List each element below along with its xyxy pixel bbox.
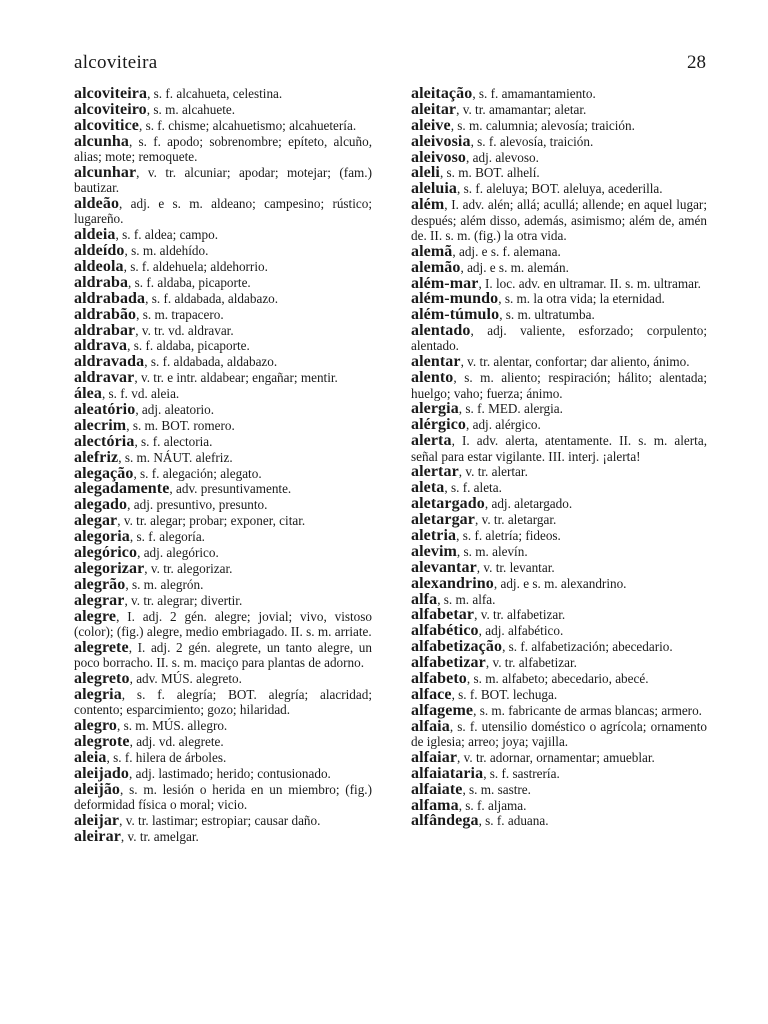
dictionary-entry bbox=[411, 750, 707, 765]
headword: alcunhar bbox=[74, 163, 137, 181]
definition: , I. loc. adv. en ultramar. II. s. m. ultramar. bbox=[478, 275, 701, 291]
dictionary-entry bbox=[74, 134, 372, 165]
definition: , adj. alegórico. bbox=[137, 545, 219, 561]
headword: aleluia bbox=[411, 180, 458, 198]
headword: aleta bbox=[411, 479, 445, 497]
definition: , s. f. aletría; fideos. bbox=[456, 527, 561, 543]
dictionary-entry bbox=[74, 750, 372, 765]
headword: alentado bbox=[411, 322, 471, 340]
dictionary-entry bbox=[411, 544, 707, 559]
left-column bbox=[74, 86, 372, 845]
definition: , I. adv. alén; allá; acullá; allende; en aquel lugar; después; além disso, además, asimismo; além de, amén de. II. s. m. (fig.) la otra vida. bbox=[411, 197, 707, 243]
definition: , adj. valiente, esforzado; corpulento; alentado. bbox=[411, 323, 707, 354]
headword: aldrabão bbox=[74, 305, 137, 323]
definition: , adj. e s. m. aldeano; campesino; rústico; lugareño. bbox=[74, 196, 372, 227]
headword: alegreto bbox=[74, 669, 130, 687]
definition: , adv. presuntivamente. bbox=[169, 481, 292, 497]
headword: alérgico bbox=[411, 416, 466, 434]
dictionary-entry bbox=[74, 196, 372, 227]
dictionary-entry bbox=[411, 291, 707, 306]
headword: alento bbox=[411, 369, 454, 387]
dictionary-entry bbox=[411, 560, 707, 575]
headword: alevim bbox=[411, 542, 457, 560]
definition: , adj. alfabético. bbox=[478, 623, 564, 639]
dictionary-entry bbox=[411, 687, 707, 702]
headword: aleitar bbox=[411, 100, 457, 118]
definition: , s. m. alcahuete. bbox=[146, 101, 236, 117]
definition: , s. f. utensilio doméstico o agrícola; ornamento de iglesia; arreo; joya; vajilla. bbox=[411, 718, 707, 749]
dictionary-entry bbox=[74, 291, 372, 306]
dictionary-entry bbox=[74, 227, 372, 242]
definition: , s. m. sastre. bbox=[462, 781, 531, 797]
headword: alegorizar bbox=[74, 559, 145, 577]
headword: aletria bbox=[411, 526, 457, 544]
dictionary-entry bbox=[74, 813, 372, 828]
headword: alfabetização bbox=[411, 638, 503, 656]
headword: alectória bbox=[74, 432, 135, 450]
headword: alexandrino bbox=[411, 574, 494, 592]
dictionary-entry bbox=[411, 798, 707, 813]
dictionary-entry bbox=[74, 577, 372, 592]
definition: , s. f. aleta. bbox=[444, 480, 502, 496]
dictionary-entry bbox=[411, 639, 707, 654]
dictionary-entry bbox=[411, 496, 707, 511]
page-number: 28 bbox=[687, 52, 706, 73]
dictionary-entry bbox=[74, 609, 372, 640]
dictionary-entry bbox=[74, 118, 372, 133]
headword: aldrabada bbox=[74, 289, 146, 307]
definition: , s. m. alfabeto; abecedario, abecé. bbox=[466, 670, 649, 686]
headword: alentar bbox=[411, 353, 461, 371]
definition: , s. f. aldaba, picaporte. bbox=[128, 274, 251, 290]
dictionary-entry bbox=[411, 782, 707, 797]
headword: alegro bbox=[74, 717, 117, 735]
headword: alface bbox=[411, 685, 452, 703]
headword: alfabetizar bbox=[411, 654, 486, 672]
headword: alegar bbox=[74, 512, 118, 530]
definition: , s. m. aldehído. bbox=[124, 243, 209, 259]
headword: aldeola bbox=[74, 258, 124, 276]
headword: aldravar bbox=[74, 369, 135, 387]
dictionary-entry bbox=[411, 433, 707, 464]
headword: alfabetar bbox=[411, 606, 475, 624]
definition: , s. m. MÚS. allegro. bbox=[116, 718, 228, 734]
headword: alfândega bbox=[411, 812, 479, 830]
dictionary-entry bbox=[74, 481, 372, 496]
definition: , adj. e s. m. alexandrino. bbox=[493, 575, 627, 591]
dictionary-entry bbox=[411, 181, 707, 196]
headword: alegrote bbox=[74, 732, 130, 750]
headword: além-mar bbox=[411, 274, 479, 292]
definition: , adj. lastimado; herido; contusionado. bbox=[129, 765, 331, 781]
headword: aleirar bbox=[74, 827, 121, 845]
definition: , s. f. vd. aleia. bbox=[101, 386, 180, 402]
headword: aldrabar bbox=[74, 321, 136, 339]
definition: , s. m. BOT. alhelí. bbox=[439, 165, 540, 181]
definition: , v. tr. lastimar; estropiar; causar daño. bbox=[119, 812, 321, 828]
headword: alfa bbox=[411, 590, 438, 608]
definition: , s. m. fabricante de armas blancas; armero. bbox=[473, 702, 702, 718]
definition: , v. tr. alentar, confortar; dar aliento, ánimo. bbox=[460, 354, 690, 370]
definition: , I. adj. 2 gén. alegrete, un tanto alegre, un poco borracho. II. s. m. maciço para plantas de adorno. bbox=[74, 639, 372, 671]
dictionary-entry bbox=[411, 307, 707, 322]
dictionary-entry bbox=[74, 529, 372, 544]
dictionary-entry bbox=[411, 719, 707, 750]
definition: , v. tr. e intr. aldabear; engañar; mentir. bbox=[134, 370, 338, 386]
definition: , s. f. chisme; alcahuetismo; alcahuetería. bbox=[138, 117, 357, 133]
dictionary-entry bbox=[411, 671, 707, 686]
dictionary-entry bbox=[411, 323, 707, 354]
definition: , s. f. aldaba, picaporte. bbox=[127, 338, 250, 354]
headword: alcunha bbox=[74, 132, 129, 150]
dictionary-entry bbox=[74, 386, 372, 401]
dictionary-entry bbox=[411, 401, 707, 416]
headword: alfaia bbox=[411, 717, 450, 735]
dictionary-entry bbox=[411, 86, 707, 101]
dictionary-entry bbox=[411, 165, 707, 180]
dictionary-entry bbox=[74, 829, 372, 844]
headword: aletargado bbox=[411, 495, 485, 513]
definition: , v. tr. alegar; probar; exponer, citar. bbox=[117, 513, 306, 529]
dictionary-entry bbox=[74, 450, 372, 465]
dictionary-entry bbox=[411, 118, 707, 133]
dictionary-entry bbox=[74, 354, 372, 369]
definition: , v. tr. alegrar; divertir. bbox=[124, 592, 243, 608]
dictionary-entry bbox=[74, 307, 372, 322]
definition: , adj. alérgico. bbox=[466, 417, 541, 433]
dictionary-entry bbox=[411, 623, 707, 638]
headword: alegrão bbox=[74, 575, 126, 593]
dictionary-entry bbox=[74, 671, 372, 686]
dictionary-entry bbox=[74, 734, 372, 749]
guide-word: alcoviteira bbox=[74, 52, 158, 73]
headword: alegrete bbox=[74, 638, 129, 656]
headword: aldravada bbox=[74, 353, 145, 371]
definition: , adj. presuntivo, presunto. bbox=[127, 497, 268, 513]
definition: , s. m. NÁUT. alefriz. bbox=[118, 449, 233, 465]
definition: , s. f. aljama. bbox=[458, 797, 527, 813]
headword: aleijado bbox=[74, 764, 130, 782]
definition: , s. m. la otra vida; la eternidad. bbox=[498, 291, 665, 307]
running-head bbox=[74, 52, 706, 76]
definition: , adj. alevoso. bbox=[466, 149, 539, 165]
definition: , v. tr. levantar. bbox=[476, 559, 555, 575]
dictionary-entry bbox=[74, 102, 372, 117]
definition: , s. f. alfabetización; abecedario. bbox=[502, 639, 673, 655]
dictionary-entry bbox=[74, 640, 372, 671]
definition: , s. f. BOT. lechuga. bbox=[451, 686, 558, 702]
definition: , adj. aleatorio. bbox=[135, 402, 215, 418]
dictionary-entry bbox=[74, 275, 372, 290]
headword: alecrim bbox=[74, 416, 127, 434]
definition: , s. m. aliento; respiración; hálito; alentada; huelgo; vaho; fuerza; ánimo. bbox=[411, 370, 707, 401]
definition: , v. tr. alcuniar; apodar; motejar; (fam.) bautizar. bbox=[74, 164, 372, 196]
definition: , s. f. alevosía, traición. bbox=[470, 133, 594, 149]
dictionary-entry bbox=[74, 323, 372, 338]
definition: , s. f. alectoria. bbox=[134, 433, 213, 449]
headword: alfaiataria bbox=[411, 764, 484, 782]
headword: alemão bbox=[411, 258, 461, 276]
headword: alegoria bbox=[74, 528, 130, 546]
definition: , v. tr. amamantar; aletar. bbox=[456, 101, 587, 117]
dictionary-entry bbox=[74, 165, 372, 196]
headword: alegado bbox=[74, 496, 128, 514]
headword: alergia bbox=[411, 400, 459, 418]
definition: , v. tr. aletargar. bbox=[474, 512, 557, 528]
headword: aleli bbox=[411, 164, 440, 182]
definition: , s. m. trapacero. bbox=[136, 306, 224, 322]
headword: aleia bbox=[74, 748, 107, 766]
dictionary-entry bbox=[411, 102, 707, 117]
right-column bbox=[411, 86, 707, 829]
headword: aletargar bbox=[411, 511, 475, 529]
definition: , s. m. calumnia; alevosía; traición. bbox=[450, 117, 635, 133]
dictionary-entry bbox=[74, 466, 372, 481]
headword: aleatório bbox=[74, 401, 136, 419]
definition: , v. tr. vd. aldravar. bbox=[135, 322, 234, 338]
headword: alemã bbox=[411, 242, 453, 260]
headword: álea bbox=[74, 385, 102, 403]
headword: aldeído bbox=[74, 242, 125, 260]
dictionary-entry bbox=[411, 244, 707, 259]
dictionary-entry bbox=[74, 370, 372, 385]
definition: , s. f. aldea; campo. bbox=[115, 227, 219, 243]
headword: aleitação bbox=[411, 85, 473, 102]
definition: , s. f. alegación; alegato. bbox=[133, 465, 262, 481]
headword: aleivoso bbox=[411, 148, 467, 166]
headword: alegação bbox=[74, 464, 134, 482]
dictionary-entry bbox=[74, 718, 372, 733]
definition: , s. f. aldabada, aldabazo. bbox=[145, 290, 279, 306]
headword: aleijar bbox=[74, 811, 120, 829]
definition: , s. m. alegrón. bbox=[125, 576, 204, 592]
dictionary-entry bbox=[74, 561, 372, 576]
definition: , s. f. MED. alergia. bbox=[458, 401, 563, 417]
definition: , v. tr. alegorizar. bbox=[144, 560, 233, 576]
dictionary-entry bbox=[411, 528, 707, 543]
definition: , s. f. alcahueta, celestina. bbox=[147, 86, 283, 101]
definition: , adj. vd. alegrete. bbox=[129, 733, 224, 749]
definition: , adj. e s. f. alemana. bbox=[452, 243, 561, 259]
dictionary-entry bbox=[74, 513, 372, 528]
headword: alegrar bbox=[74, 591, 125, 609]
dictionary-entry bbox=[74, 497, 372, 512]
dictionary-entry bbox=[411, 766, 707, 781]
definition: , s. f. alegría; BOT. alegría; alacridad; contento; esparcimiento; gozo; hilaridad. bbox=[74, 686, 372, 718]
headword: alegria bbox=[74, 685, 122, 703]
definition: , s. m. alfa. bbox=[437, 591, 496, 607]
headword: alfabeto bbox=[411, 669, 467, 687]
dictionary-entry bbox=[74, 593, 372, 608]
definition: , I. adj. 2 gén. alegre; jovial; vivo, vistoso (color); (fig.) alegre, medio embriagado. II. s. m. arriate. bbox=[74, 608, 372, 639]
headword: alertar bbox=[411, 463, 459, 481]
headword: aldeão bbox=[74, 195, 120, 213]
dictionary-entry bbox=[411, 813, 707, 828]
dictionary-entry bbox=[411, 370, 707, 401]
headword: aleive bbox=[411, 116, 451, 134]
definition: , v. tr. alfabetizar. bbox=[485, 655, 577, 671]
dictionary-entry bbox=[411, 354, 707, 369]
headword: aleijão bbox=[74, 780, 121, 798]
definition: , v. tr. alertar. bbox=[458, 464, 528, 480]
headword: alfabético bbox=[411, 622, 479, 640]
headword: alfama bbox=[411, 796, 459, 814]
definition: , s. f. aldehuela; aldehorrio. bbox=[123, 259, 268, 275]
headword: alcovitice bbox=[74, 116, 139, 134]
dictionary-entry bbox=[74, 259, 372, 274]
dictionary-entry bbox=[74, 687, 372, 718]
definition: , I. adv. alerta, atentamente. II. s. m. alerta, señal para estar vigilante. III. interj. ¡alerta! bbox=[411, 433, 707, 464]
dictionary-entry bbox=[411, 512, 707, 527]
definition: , s. f. aldabada, aldabazo. bbox=[144, 354, 278, 370]
headword: alevantar bbox=[411, 558, 477, 576]
dictionary-entry bbox=[74, 402, 372, 417]
dictionary-entry bbox=[74, 545, 372, 560]
headword: além-túmulo bbox=[411, 306, 500, 324]
dictionary-entry bbox=[411, 464, 707, 479]
definition: , s. m. alevín. bbox=[456, 543, 528, 559]
dictionary-entry bbox=[411, 197, 707, 243]
definition: , s. m. lesión o herida en un miembro; (fig.) deformidad física o moral; vicio. bbox=[74, 781, 372, 812]
dictionary-entry bbox=[411, 276, 707, 291]
dictionary-entry bbox=[411, 417, 707, 432]
headword: alegre bbox=[74, 607, 117, 625]
dictionary-entry bbox=[411, 592, 707, 607]
headword: alfaiar bbox=[411, 748, 458, 766]
dictionary-entry bbox=[74, 766, 372, 781]
definition: , s. f. amamantamiento. bbox=[472, 86, 596, 101]
dictionary-entry bbox=[411, 134, 707, 149]
definition: , s. m. ultratumba. bbox=[499, 307, 595, 323]
dictionary-entry bbox=[411, 150, 707, 165]
headword: aldeia bbox=[74, 226, 116, 244]
headword: alerta bbox=[411, 432, 452, 450]
dictionary-entry bbox=[74, 418, 372, 433]
headword: aleivosia bbox=[411, 132, 471, 150]
definition: , s. f. hilera de árboles. bbox=[106, 749, 227, 765]
dictionary-entry bbox=[411, 576, 707, 591]
definition: , s. f. alegoría. bbox=[129, 529, 205, 545]
dictionary-entry bbox=[411, 480, 707, 495]
dictionary-entry bbox=[74, 243, 372, 258]
dictionary-entry bbox=[74, 86, 372, 101]
dictionary-entry bbox=[74, 338, 372, 353]
dictionary-entry bbox=[74, 782, 372, 813]
headword: alcoviteiro bbox=[74, 100, 147, 118]
headword: aldrava bbox=[74, 337, 128, 355]
headword: alegórico bbox=[74, 544, 138, 562]
headword: alfageme bbox=[411, 701, 474, 719]
definition: , s. f. aduana. bbox=[478, 813, 549, 829]
definition: , v. tr. amelgar. bbox=[120, 828, 199, 844]
headword: alcoviteira bbox=[74, 85, 148, 102]
definition: , v. tr. alfabetizar. bbox=[474, 607, 566, 623]
definition: , v. tr. adornar, ornamentar; amueblar. bbox=[457, 749, 655, 765]
dictionary-entry bbox=[411, 607, 707, 622]
definition: , s. f. aleluya; BOT. aleluya, acederilla. bbox=[457, 181, 663, 197]
definition: , adj. e s. m. alemán. bbox=[460, 259, 569, 275]
definition: , adv. MÚS. alegreto. bbox=[129, 670, 242, 686]
definition: , adj. aletargado. bbox=[484, 496, 573, 512]
headword: alefriz bbox=[74, 448, 119, 466]
headword: alfaiate bbox=[411, 780, 463, 798]
definition: , s. m. BOT. romero. bbox=[126, 417, 235, 433]
dictionary-entry bbox=[411, 703, 707, 718]
headword: além-mundo bbox=[411, 290, 499, 308]
definition: , s. f. apodo; sobrenombre; epíteto, alcuño, alias; mote; remoquete. bbox=[74, 133, 372, 164]
headword: além bbox=[411, 196, 445, 214]
dictionary-entry bbox=[74, 434, 372, 449]
headword: aldraba bbox=[74, 273, 129, 291]
dictionary-entry bbox=[411, 260, 707, 275]
headword: alegadamente bbox=[74, 480, 170, 498]
dictionary-entry bbox=[411, 655, 707, 670]
definition: , s. f. sastrería. bbox=[483, 765, 560, 781]
